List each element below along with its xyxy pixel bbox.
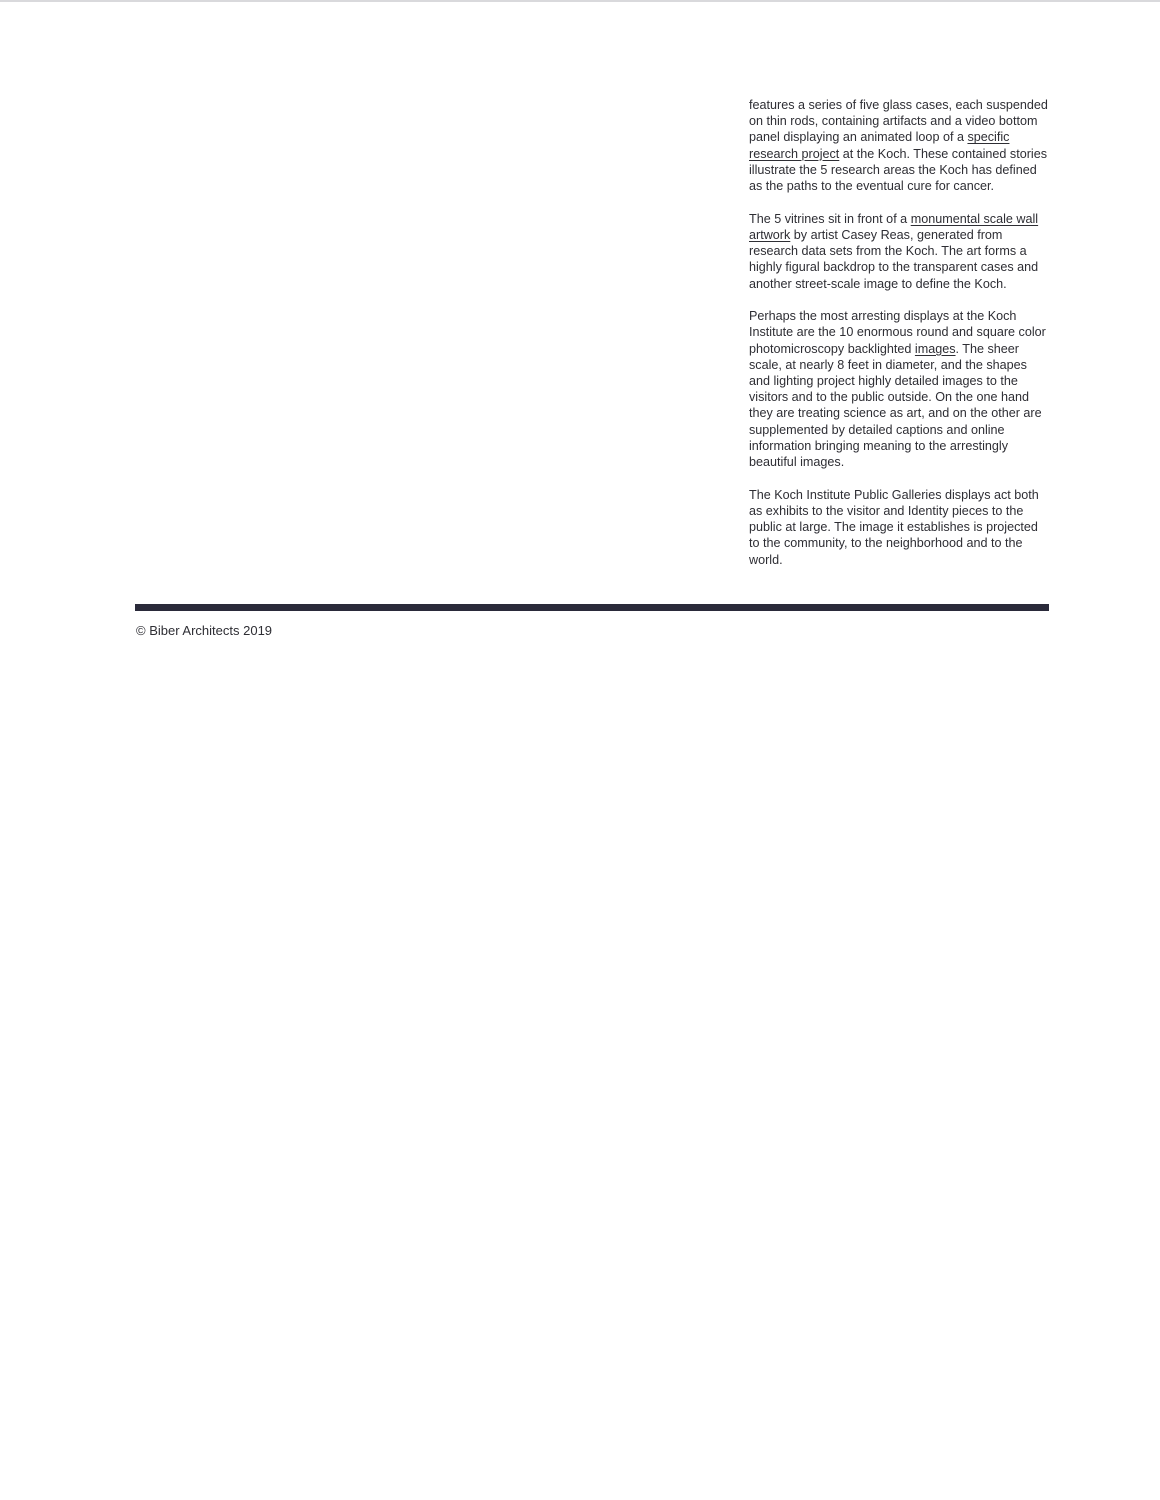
specific-research-project-link[interactable]: specific research project — [749, 130, 1010, 161]
paragraph-2-text-after: by artist Casey Reas, generated from research data sets from the Koch. The art forms a highly figural backdrop to the transparent cases and another street-scale image to define the Koch. — [749, 227, 1039, 291]
paragraph-vitrines — [749, 211, 1051, 292]
paragraph-photomicroscopy — [749, 308, 1051, 470]
horizontal-rule — [135, 604, 1049, 611]
paragraph-2-text-before: The 5 vitrines sit in front of a — [749, 211, 911, 226]
monumental-scale-wall-artwork-link[interactable]: monumental scale wall artwork — [749, 211, 1039, 242]
page-top-edge — [0, 0, 1160, 2]
body-text-column — [749, 97, 1051, 584]
paragraph-glass-cases — [749, 97, 1051, 194]
copyright-footer: © Biber Architects 2019 — [136, 623, 273, 638]
paragraph-public-galleries: The Koch Institute Public Galleries displays act both as exhibits to the visitor and Identity pieces to the public at large. The image it establishes is projected to the community, to the neighborhood and to the world. — [749, 487, 1039, 567]
paragraph-1-text-before: features a series of five glass cases, each suspended on thin rods, containing artifacts and a video bottom panel displaying an animated loop of a — [749, 98, 1048, 145]
paragraph-3-text-after: . The sheer scale, at nearly 8 feet in diameter, and the shapes and lighting project highly detailed images to the visitors and to the public outside. On the one hand they are treating science as art, and on the other are supplemented by detailed captions and online information bringing meaning to the arrestingly beautiful images. — [749, 341, 1042, 470]
images-link[interactable]: images — [914, 341, 956, 356]
paragraph-1-text-after: at the Koch. These contained stories illustrate the 5 research areas the Koch has defined as the paths to the eventual cure for cancer. — [749, 146, 1047, 194]
paragraph-3-text-before: Perhaps the most arresting displays at the Koch Institute are the 10 enormous round and square color photomicroscopy backlighted — [749, 309, 1046, 356]
